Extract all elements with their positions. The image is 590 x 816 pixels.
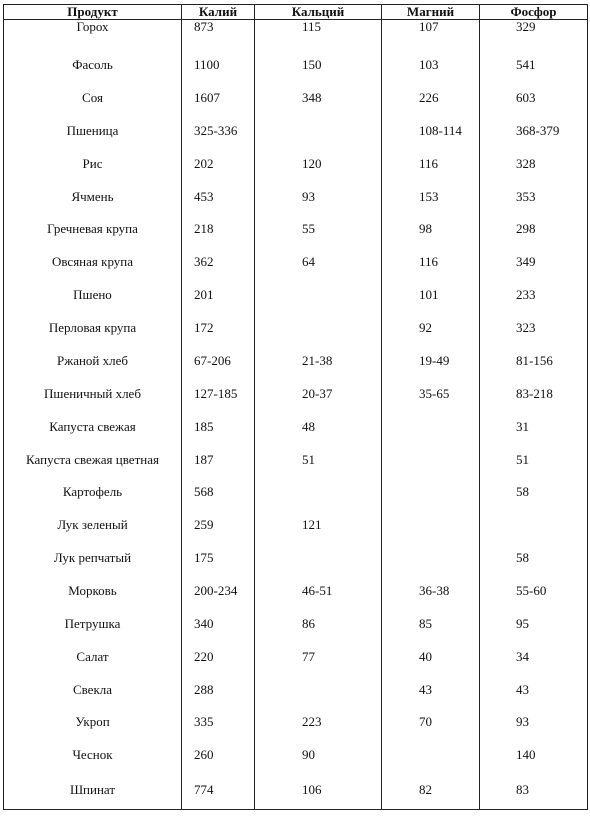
cell-calcium [255,114,382,147]
cell-calcium [255,312,382,345]
cell-calcium [255,542,382,575]
cell-potassium: 172 [182,312,255,345]
cell-magnesium: 82 [382,772,480,810]
cell-magnesium: 92 [382,312,480,345]
mineral-content-table [3,4,588,810]
table-row [4,147,588,180]
cell-calcium: 21-38 [255,345,382,378]
cell-phosphorus: 349 [480,246,588,279]
cell-calcium: 121 [255,509,382,542]
cell-phosphorus: 55-60 [480,575,588,608]
cell-phosphorus: 329 [480,20,588,49]
cell-potassium: 453 [182,180,255,213]
cell-potassium: 67-206 [182,345,255,378]
table-row [4,246,588,279]
table-row [4,509,588,542]
cell-magnesium: 108-114 [382,114,480,147]
cell-magnesium [382,410,480,443]
cell-potassium: 127-185 [182,377,255,410]
cell-product: Ячмень [4,180,182,213]
header-product: Продукт [4,5,182,20]
table-row [4,114,588,147]
cell-phosphorus: 58 [480,476,588,509]
cell-phosphorus: 603 [480,82,588,115]
cell-potassium: 568 [182,476,255,509]
cell-product: Пшено [4,279,182,312]
cell-magnesium: 107 [382,20,480,49]
cell-phosphorus: 328 [480,147,588,180]
table-row [4,279,588,312]
cell-phosphorus: 541 [480,49,588,82]
cell-product: Петрушка [4,607,182,640]
table-row [4,542,588,575]
cell-phosphorus: 368-379 [480,114,588,147]
cell-phosphorus: 233 [480,279,588,312]
cell-phosphorus: 83-218 [480,377,588,410]
cell-product: Капуста свежая [4,410,182,443]
table-row [4,345,588,378]
cell-phosphorus: 323 [480,312,588,345]
cell-product: Картофель [4,476,182,509]
cell-calcium: 106 [255,772,382,810]
cell-calcium: 150 [255,49,382,82]
table-row [4,410,588,443]
table-header [4,5,588,20]
table-row [4,20,588,49]
cell-calcium: 46-51 [255,575,382,608]
cell-magnesium [382,443,480,476]
cell-calcium: 223 [255,706,382,739]
cell-potassium: 260 [182,739,255,772]
cell-magnesium: 226 [382,82,480,115]
cell-phosphorus: 95 [480,607,588,640]
table-row [4,312,588,345]
cell-potassium: 220 [182,640,255,673]
cell-potassium: 200-234 [182,575,255,608]
cell-potassium: 1607 [182,82,255,115]
cell-calcium: 77 [255,640,382,673]
cell-magnesium: 101 [382,279,480,312]
cell-calcium: 93 [255,180,382,213]
cell-product: Перловая крупа [4,312,182,345]
table-row [4,772,588,810]
table-row [4,575,588,608]
cell-phosphorus: 81-156 [480,345,588,378]
cell-phosphorus: 83 [480,772,588,810]
cell-phosphorus: 43 [480,673,588,706]
table-row [4,476,588,509]
cell-potassium: 362 [182,246,255,279]
cell-magnesium [382,739,480,772]
cell-potassium: 202 [182,147,255,180]
table-row [4,739,588,772]
cell-magnesium: 35-65 [382,377,480,410]
cell-phosphorus: 140 [480,739,588,772]
cell-potassium: 187 [182,443,255,476]
table-row [4,706,588,739]
cell-magnesium: 116 [382,147,480,180]
cell-product: Укроп [4,706,182,739]
table-row [4,673,588,706]
cell-phosphorus [480,509,588,542]
cell-potassium: 1100 [182,49,255,82]
cell-phosphorus: 353 [480,180,588,213]
cell-magnesium: 116 [382,246,480,279]
cell-product: Ржаной хлеб [4,345,182,378]
cell-product: Пшеница [4,114,182,147]
cell-product: Лук репчатый [4,542,182,575]
table-row [4,82,588,115]
cell-product: Фасоль [4,49,182,82]
cell-magnesium: 19-49 [382,345,480,378]
cell-calcium: 64 [255,246,382,279]
cell-magnesium: 85 [382,607,480,640]
cell-calcium [255,279,382,312]
cell-potassium: 335 [182,706,255,739]
table-row [4,180,588,213]
table-row [4,377,588,410]
table-row [4,443,588,476]
table-body [4,20,588,810]
cell-calcium: 90 [255,739,382,772]
cell-potassium: 325-336 [182,114,255,147]
cell-product: Овсяная крупа [4,246,182,279]
cell-magnesium: 36-38 [382,575,480,608]
cell-product: Гречневая крупа [4,213,182,246]
cell-product: Горох [4,20,182,49]
cell-magnesium [382,542,480,575]
cell-magnesium: 153 [382,180,480,213]
header-magnesium: Магний [382,5,480,20]
cell-product: Капуста свежая цветная [4,443,182,476]
cell-calcium: 48 [255,410,382,443]
cell-magnesium: 43 [382,673,480,706]
header-phosphorus: Фосфор [480,5,588,20]
cell-potassium: 175 [182,542,255,575]
cell-calcium: 86 [255,607,382,640]
cell-magnesium: 98 [382,213,480,246]
header-row [4,5,588,20]
cell-phosphorus: 31 [480,410,588,443]
cell-potassium: 873 [182,20,255,49]
table-row [4,607,588,640]
cell-product: Чеснок [4,739,182,772]
cell-phosphorus: 298 [480,213,588,246]
header-potassium: Калий [182,5,255,20]
table-row [4,49,588,82]
cell-magnesium: 40 [382,640,480,673]
cell-product: Рис [4,147,182,180]
cell-potassium: 218 [182,213,255,246]
cell-potassium: 259 [182,509,255,542]
cell-magnesium: 103 [382,49,480,82]
cell-product: Свекла [4,673,182,706]
table-row [4,213,588,246]
cell-phosphorus: 58 [480,542,588,575]
cell-potassium: 774 [182,772,255,810]
table-row [4,640,588,673]
cell-product: Салат [4,640,182,673]
cell-magnesium [382,509,480,542]
cell-potassium: 288 [182,673,255,706]
cell-phosphorus: 93 [480,706,588,739]
cell-magnesium [382,476,480,509]
cell-product: Шпинат [4,772,182,810]
cell-product: Пшеничный хлеб [4,377,182,410]
cell-potassium: 185 [182,410,255,443]
cell-potassium: 340 [182,607,255,640]
cell-calcium: 348 [255,82,382,115]
cell-product: Соя [4,82,182,115]
cell-phosphorus: 34 [480,640,588,673]
cell-calcium: 115 [255,20,382,49]
cell-calcium: 120 [255,147,382,180]
cell-calcium: 20-37 [255,377,382,410]
cell-calcium: 51 [255,443,382,476]
cell-calcium: 55 [255,213,382,246]
cell-product: Морковь [4,575,182,608]
header-calcium: Кальций [255,5,382,20]
cell-phosphorus: 51 [480,443,588,476]
cell-product: Лук зеленый [4,509,182,542]
cell-magnesium: 70 [382,706,480,739]
cell-potassium: 201 [182,279,255,312]
cell-calcium [255,476,382,509]
cell-calcium [255,673,382,706]
